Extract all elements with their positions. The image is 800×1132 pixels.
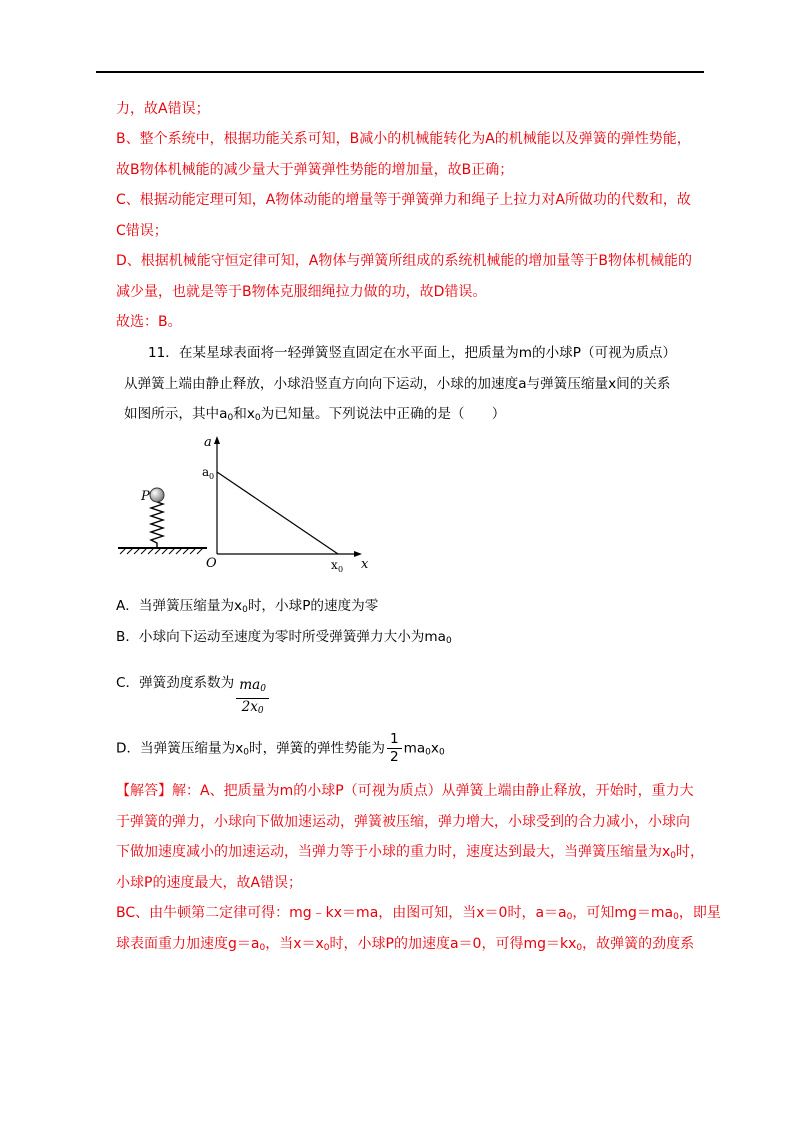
- question-line-3: 如图所示，其中$a_0$和$x_0$为已知量。下列说法中正确的是（ ）: [124, 406, 506, 423]
- option-c: C．弹簧劲度系数为 $\frac{ma_0}{2x_0}$: [116, 667, 271, 710]
- a0-label: a: [202, 465, 210, 479]
- spring-coil: [151, 502, 163, 548]
- answer-line-6: 球表面重力加速度$g=a_0$，当$x=x_0$时，小球P的加速度a＝0，可得$mg=kx_0$，故弹簧的劲度系: [116, 936, 695, 953]
- y-axis-arrow: [214, 436, 220, 444]
- option-a: A．当弹簧压缩量为$x_0$时，小球P的速度为零: [116, 598, 379, 615]
- origin-label: O: [206, 556, 217, 571]
- answer-line-1: 【解答】解：A、把质量为m的小球P（可视为质点）从弹簧上端由静止释放，开始时，重力大: [116, 783, 694, 799]
- ball-p: [150, 488, 164, 502]
- x0-sub: 0: [338, 565, 344, 574]
- answer-line-3: 下做加速度减小的加速运动，当弹力等于小球的重力时，速度达到最大，当弹簧压缩量为$x_0$时，: [116, 844, 705, 861]
- question-line-1: 11．在某星球表面将一轻弹簧竖直固定在水平面上，把质量为m的小球P（可视为质点）: [148, 345, 677, 361]
- answer-line-4: 小球P的速度最大，故A错误；: [116, 875, 303, 891]
- answer-line-2: 于弹簧的弹力，小球向下做加速运动，弹簧被压缩，弹力增大，小球受到的合力减小，小球向: [116, 814, 690, 830]
- a0-sub: 0: [209, 472, 215, 481]
- question-line-2: 从弹簧上端由静止释放，小球沿竖直方向向下运动，小球的加速度a与弹簧压缩量x间的关系: [124, 376, 671, 392]
- header-rule: [96, 71, 704, 73]
- solution-line-1: 力，故A错误；: [116, 101, 210, 117]
- solution-line-3: 故B物体机械能的减少量大于弹簧弹性势能的增加量，故B正确；: [116, 162, 514, 178]
- fraction-denominator: $2x_0$: [241, 699, 264, 716]
- solution-line-8: 故选：B。: [116, 314, 182, 330]
- spring-acceleration-figure: [112, 432, 382, 577]
- option-d: D．当弹簧压缩量为$x_0$时，弹簧的弹性势能为 $\frac{1}{2}$ $ma_0x_0$: [116, 731, 445, 765]
- solution-line-5: C错误；: [116, 223, 168, 239]
- acceleration-line: [217, 472, 338, 554]
- answer-line-5: BC、由牛顿第二定律可得：mg﹣kx＝ma，由图可知，当x＝0时，$a=a_0$，可知$mg=ma_0$，即星: [116, 905, 721, 922]
- x0-label: x: [331, 558, 338, 572]
- option-b: B．小球向下运动至速度为零时所受弹簧弹力大小为$ma_0$: [116, 629, 452, 646]
- fraction-numerator: $ma_0$: [236, 677, 269, 699]
- half-fraction: $\frac{1}{2}$: [387, 731, 402, 766]
- ball-label: P: [141, 489, 150, 504]
- solution-line-2: B、整个系统中，根据功能关系可知，B减小的机械能转化为A的机械能以及弹簧的弹性势能，: [116, 131, 691, 147]
- x-axis-label: x: [361, 557, 369, 572]
- y-axis-label: a: [204, 435, 212, 450]
- stiffness-fraction: [236, 677, 269, 720]
- solution-line-6: D、根据机械能守恒定律可知，A物体与弹簧所组成的系统机械能的增加量等于B物体机械能的: [116, 253, 692, 269]
- solution-line-4: C、根据动能定理可知，A物体动能的增量等于弹簧弹力和绳子上拉力对A所做功的代数和，故: [116, 192, 691, 208]
- answer-tag: 【解答】: [116, 783, 172, 799]
- solution-line-7: 减少量，也就是等于B物体克服细绳拉力做的功，故D错误。: [116, 284, 487, 300]
